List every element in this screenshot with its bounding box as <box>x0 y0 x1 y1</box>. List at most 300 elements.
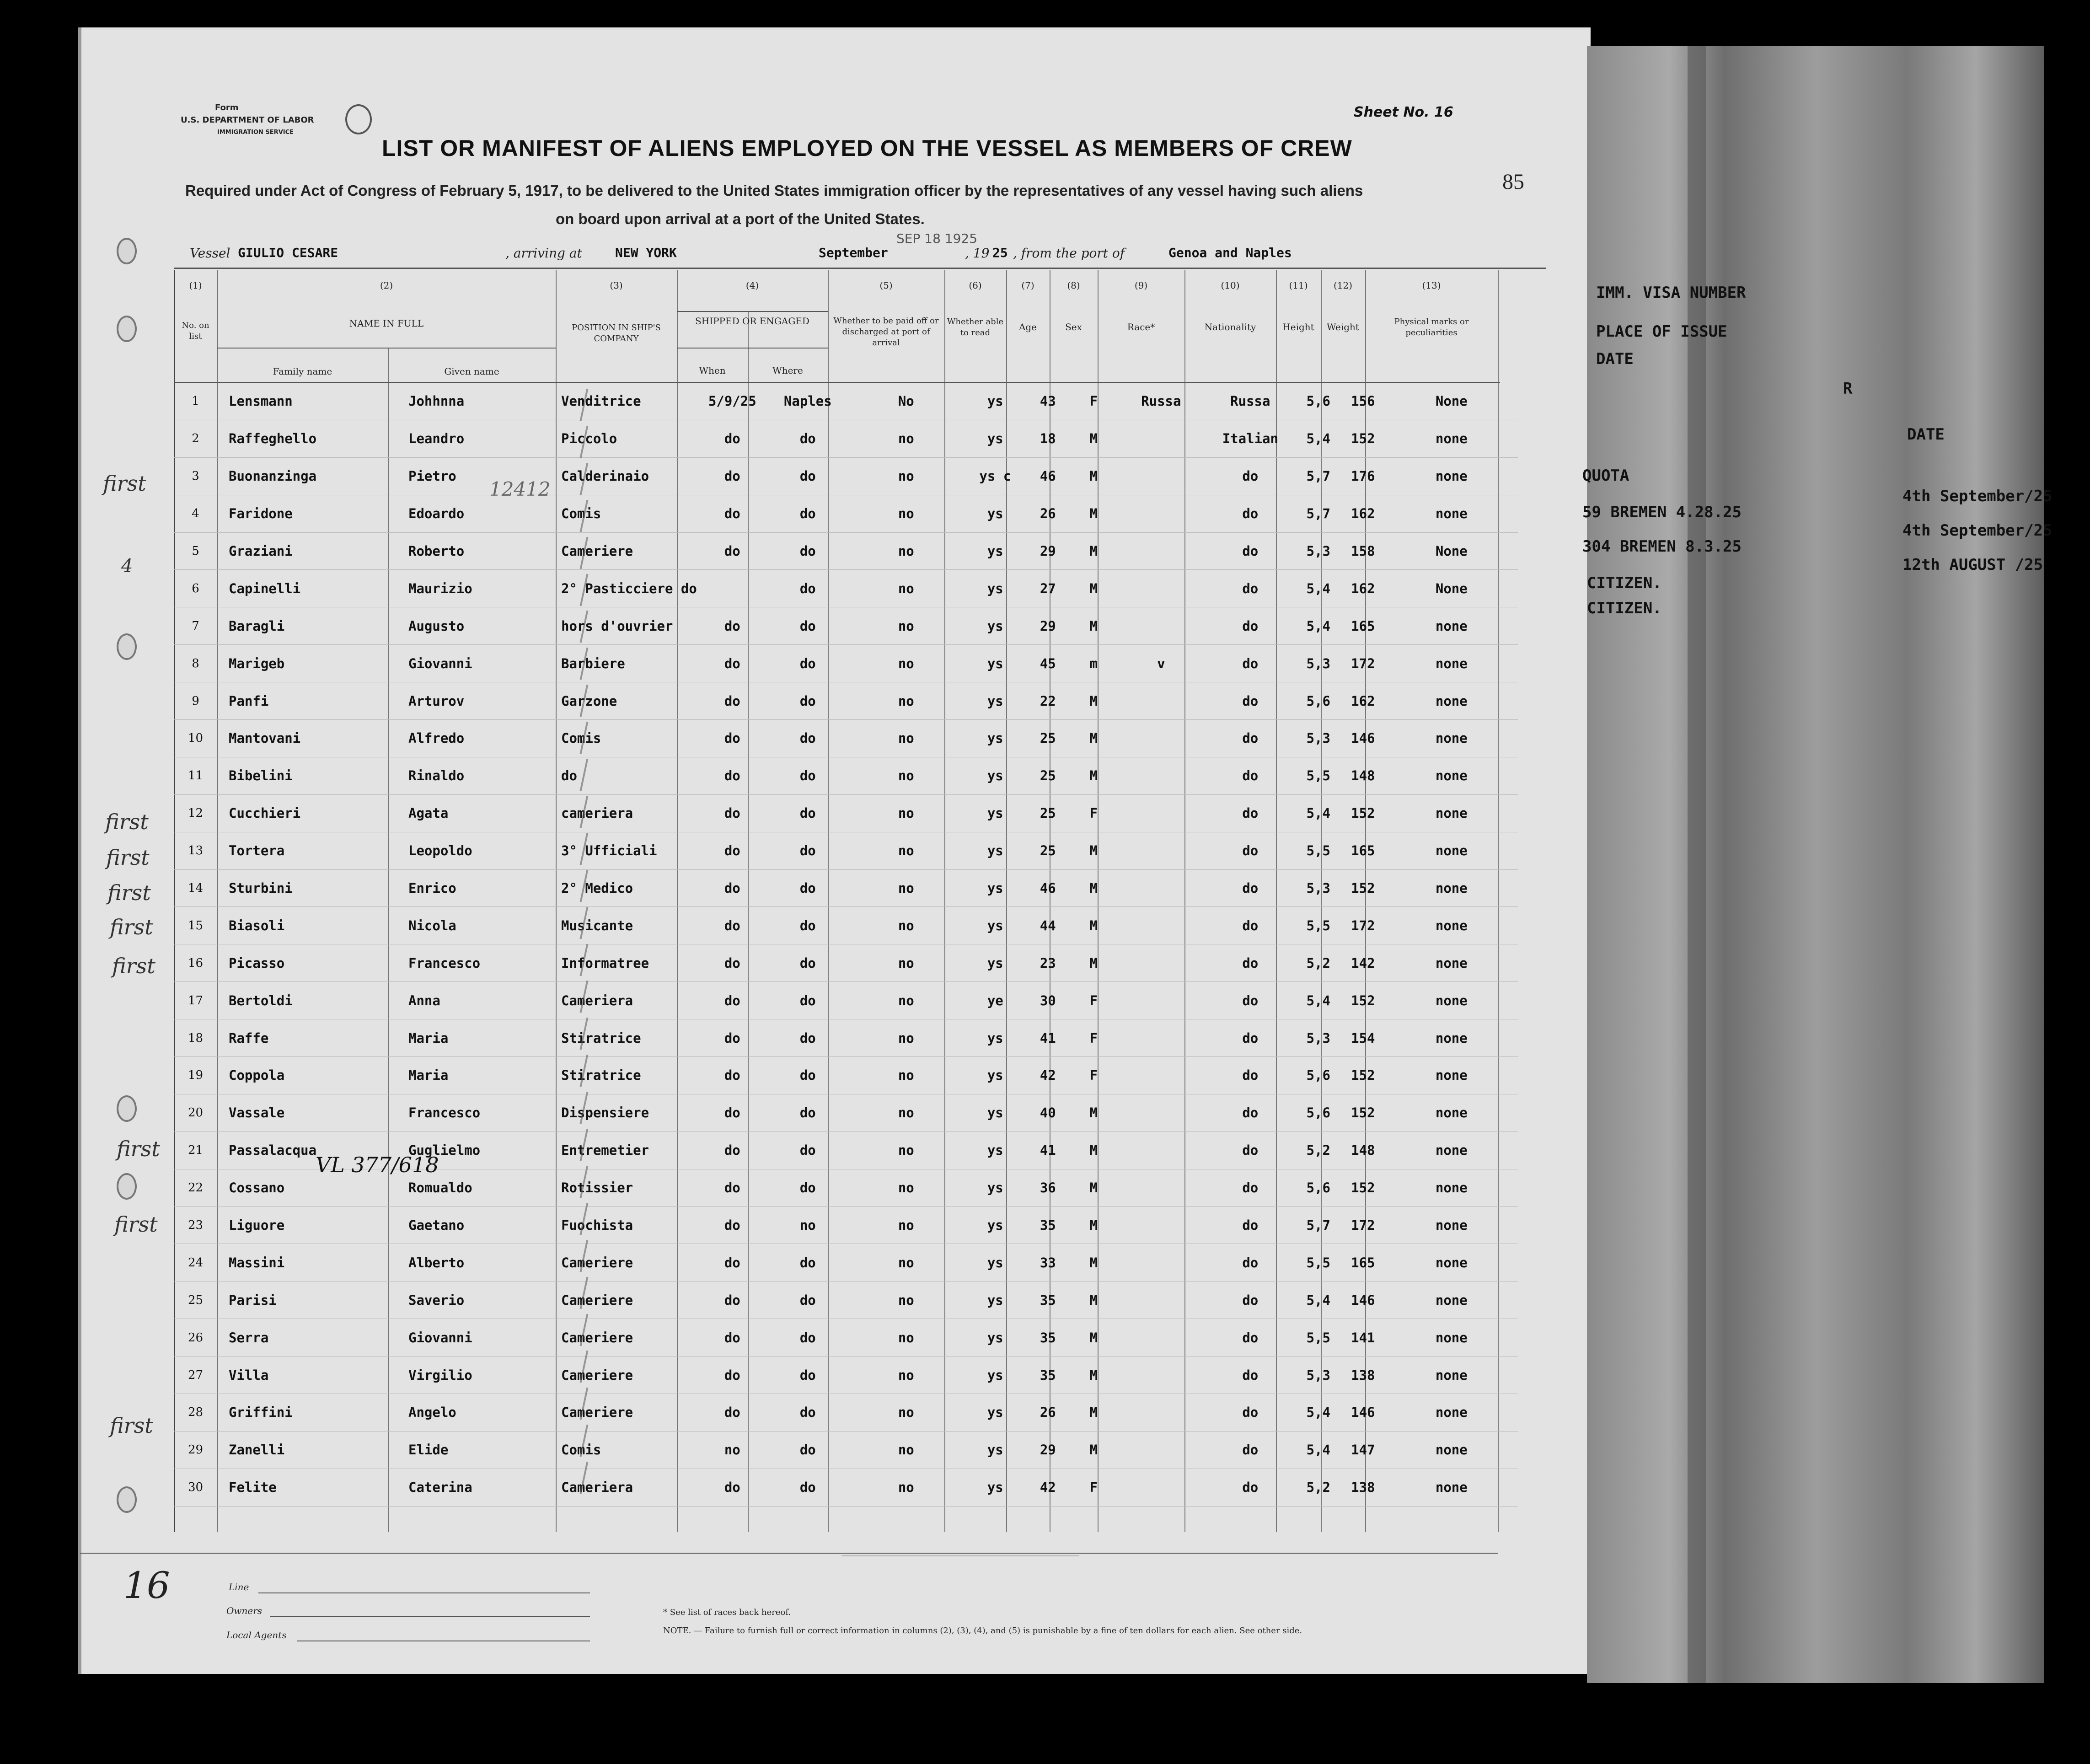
position: 3° Ufficiali <box>561 843 657 859</box>
shipped-where: do <box>799 506 816 522</box>
overlay-line: CITIZEN. <box>1587 599 1662 617</box>
table-row <box>174 383 1518 420</box>
shipped-when: do <box>724 880 740 896</box>
annotation-first: first <box>103 471 146 496</box>
sex: M <box>1089 917 1098 933</box>
race <box>1118 1019 1205 1057</box>
shipped-where: do <box>799 1067 816 1083</box>
weight: 158 <box>1351 543 1375 559</box>
sex: F <box>1089 805 1098 821</box>
arrival-month: September <box>819 245 888 260</box>
rule <box>270 1616 590 1617</box>
race <box>1118 757 1205 794</box>
physical-marks: none <box>1435 618 1468 634</box>
family-name: Raffeghello <box>229 431 317 447</box>
given-name: Arturov <box>408 693 465 709</box>
age: 41 <box>1040 1142 1056 1158</box>
sex: M <box>1089 768 1098 784</box>
shipped-when: do <box>724 955 740 971</box>
sheet-number: 16 <box>1434 104 1453 120</box>
row-number: 17 <box>188 993 204 1008</box>
punch-hole <box>117 238 137 264</box>
table-row <box>174 457 1518 495</box>
from-label: , from the port of <box>1013 246 1125 261</box>
height: 5,4 <box>1306 618 1330 634</box>
overlay-line: R <box>1843 380 1853 398</box>
given-name: Agata <box>408 805 449 821</box>
height: 5,3 <box>1306 1367 1330 1383</box>
age: 22 <box>1040 693 1056 709</box>
nationality: do <box>1242 1142 1259 1158</box>
table-row <box>174 1394 1518 1432</box>
paid-off: no <box>898 580 914 596</box>
paid-off: no <box>898 880 914 896</box>
age: 29 <box>1040 1442 1056 1458</box>
height: 5,4 <box>1306 580 1330 596</box>
annotation-code: VL 377/618 <box>316 1153 439 1177</box>
page-title: LIST OR MANIFEST OF ALIENS EMPLOYED ON THE VESSEL AS MEMBERS OF CREW <box>382 135 1352 161</box>
row-number: 28 <box>188 1405 204 1420</box>
family-name: Graziani <box>229 543 293 559</box>
sex: M <box>1089 1292 1098 1308</box>
row-number: 23 <box>188 1218 204 1233</box>
race <box>1118 1131 1205 1169</box>
rule <box>174 268 1546 269</box>
physical-marks: none <box>1435 768 1468 784</box>
race: v <box>1157 655 1165 671</box>
shipped-when: do <box>724 843 740 859</box>
given-name: Edoardo <box>408 506 465 522</box>
able-to-read: ys <box>987 1217 1003 1233</box>
shipped-where: do <box>799 1292 816 1308</box>
annotation-first: first <box>110 915 153 939</box>
weight: 165 <box>1351 618 1375 634</box>
physical-marks: none <box>1435 655 1468 671</box>
given-name: Roberto <box>408 543 465 559</box>
family-name: Mantovani <box>229 730 301 746</box>
height: 5,3 <box>1306 655 1330 671</box>
paid-off: no <box>898 1067 914 1083</box>
age: 45 <box>1040 655 1056 671</box>
able-to-read: ys <box>987 655 1003 671</box>
shipped-when: do <box>724 1255 740 1271</box>
sex: M <box>1089 880 1098 896</box>
overlay-line: DATE <box>1907 425 1945 444</box>
nationality: do <box>1242 880 1259 896</box>
age: 18 <box>1040 431 1056 447</box>
row-number: 5 <box>192 544 199 558</box>
height: 5,7 <box>1306 506 1330 522</box>
col-header-name: NAME IN FULL <box>349 318 424 329</box>
annotation-first: first <box>117 1137 160 1161</box>
weight: 152 <box>1351 431 1375 447</box>
sex: M <box>1089 1142 1098 1158</box>
race <box>1118 607 1205 645</box>
paid-off: no <box>898 1180 914 1196</box>
physical-marks: none <box>1435 805 1468 821</box>
shipped-where: Naples <box>783 393 832 409</box>
race <box>1118 1206 1205 1244</box>
nationality: do <box>1242 506 1259 522</box>
race <box>1118 1094 1205 1131</box>
physical-marks: none <box>1435 1367 1468 1383</box>
family-name: Liguore <box>229 1217 285 1233</box>
physical-marks: none <box>1435 1292 1468 1308</box>
given-name: Francesco <box>408 1105 481 1121</box>
paid-off: no <box>898 618 914 634</box>
weight: 162 <box>1351 693 1375 709</box>
able-to-read: ys <box>987 1330 1003 1346</box>
race <box>1118 794 1205 832</box>
table-row <box>174 645 1518 682</box>
sex: M <box>1089 843 1098 859</box>
able-to-read: ys <box>987 917 1003 933</box>
position: Cameriera <box>561 992 633 1008</box>
physical-marks: none <box>1435 917 1468 933</box>
col-num: (6) <box>969 280 982 291</box>
weight: 148 <box>1351 768 1375 784</box>
weight: 165 <box>1351 1255 1375 1271</box>
age: 35 <box>1040 1217 1056 1233</box>
page-number: 85 <box>1502 170 1524 194</box>
given-name: Leopoldo <box>408 843 472 859</box>
sex: M <box>1089 431 1098 447</box>
nationality: do <box>1242 1330 1259 1346</box>
nationality: do <box>1242 730 1259 746</box>
position: Stiratrice <box>561 1030 641 1046</box>
position: cameriera <box>561 805 633 821</box>
paid-off: no <box>898 1330 914 1346</box>
paid-off: no <box>898 1030 914 1046</box>
shipped-when: do <box>724 1405 740 1421</box>
overlay-date: 12th AUGUST /25 <box>1902 556 2043 574</box>
races-note: * See list of races back hereof. <box>663 1608 791 1617</box>
table-row <box>174 757 1518 794</box>
physical-marks: none <box>1435 693 1468 709</box>
nationality: do <box>1242 1480 1259 1496</box>
height: 5,5 <box>1306 917 1330 933</box>
height: 5,6 <box>1306 393 1330 409</box>
physical-marks: none <box>1435 1142 1468 1158</box>
nationality: do <box>1242 917 1259 933</box>
table-row <box>174 1057 1518 1094</box>
race <box>1118 1319 1205 1357</box>
table-row <box>174 794 1518 832</box>
shipped-where: do <box>799 1142 816 1158</box>
row-number: 9 <box>192 694 199 708</box>
row-number: 24 <box>188 1255 204 1270</box>
col-header-physical: Physical marks or peculiarities <box>1394 317 1469 338</box>
shipped-when: do <box>724 1142 740 1158</box>
circle-mark <box>345 104 372 134</box>
shipped-where: do <box>799 992 816 1008</box>
height: 5,7 <box>1306 468 1330 484</box>
sex: M <box>1089 1330 1098 1346</box>
paid-off: no <box>898 1142 914 1158</box>
table-row <box>174 1319 1518 1357</box>
shipped-where: do <box>799 917 816 933</box>
paid-off: no <box>898 431 914 447</box>
overlay-line: IMM. VISA NUMBER <box>1596 284 1746 302</box>
row-number: 14 <box>188 881 204 895</box>
given-name: Giovanni <box>408 655 472 671</box>
nationality: do <box>1242 618 1259 634</box>
family-name: Cucchieri <box>229 805 301 821</box>
family-name: Picasso <box>229 955 285 971</box>
position: Comis <box>561 730 601 746</box>
age: 25 <box>1040 843 1056 859</box>
weight: 152 <box>1351 1067 1375 1083</box>
overlay-line: CITIZEN. <box>1587 574 1662 592</box>
height: 5,5 <box>1306 768 1330 784</box>
row-number: 8 <box>192 656 199 670</box>
race <box>1118 944 1205 982</box>
height: 5,5 <box>1306 1255 1330 1271</box>
family-name: Zanelli <box>229 1442 285 1458</box>
shipped-when: do <box>724 655 740 671</box>
family-name: Bibelini <box>229 768 293 784</box>
paid-off: no <box>898 843 914 859</box>
position: Cameriera <box>561 1480 633 1496</box>
height: 5,2 <box>1306 955 1330 971</box>
height: 5,4 <box>1306 992 1330 1008</box>
given-name: Alfredo <box>408 730 465 746</box>
annotation-page: 16 <box>123 1564 170 1607</box>
row-number: 1 <box>192 394 199 408</box>
annotation-margin-number: 4 <box>121 556 133 577</box>
col-num: (8) <box>1067 280 1080 291</box>
penalty-note: NOTE. — Failure to furnish full or correct information in columns (2), (3), (4), and (5) is punishable by a fine of ten dollars for each alien. See other side. <box>663 1626 1302 1635</box>
given-name: Johhnna <box>408 393 465 409</box>
race <box>1118 682 1205 720</box>
physical-marks: none <box>1435 1105 1468 1121</box>
able-to-read: ye <box>987 992 1003 1008</box>
family-name: Griffini <box>229 1405 293 1421</box>
race <box>1118 832 1205 869</box>
height: 5,4 <box>1306 1292 1330 1308</box>
physical-marks: none <box>1435 1480 1468 1496</box>
row-number: 19 <box>188 1068 204 1083</box>
race <box>1118 532 1205 570</box>
family-name: Vassale <box>229 1105 285 1121</box>
able-to-read: ys <box>987 1067 1003 1083</box>
col-header-position: POSITION IN SHIP'S COMPANY <box>572 323 661 343</box>
col-num: (5) <box>879 280 893 291</box>
shipped-where: do <box>799 1367 816 1383</box>
position: Informatree <box>561 955 649 971</box>
shipped-when: do <box>724 1105 740 1121</box>
given-name: Angelo <box>408 1405 456 1421</box>
shipped-where: do <box>799 543 816 559</box>
position: Cameriere <box>561 1292 633 1308</box>
age: 42 <box>1040 1480 1056 1496</box>
shipped-when: do <box>724 1480 740 1496</box>
service-label: IMMIGRATION SERVICE <box>217 129 294 136</box>
given-name: Maria <box>408 1030 449 1046</box>
age: 44 <box>1040 917 1056 933</box>
family-name: Parisi <box>229 1292 277 1308</box>
weight: 148 <box>1351 1142 1375 1158</box>
position: Cameriere <box>561 543 633 559</box>
row-number: 13 <box>188 844 204 858</box>
race <box>1118 720 1205 757</box>
able-to-read: ys <box>987 580 1003 596</box>
given-name: Maria <box>408 1067 449 1083</box>
position: Comis <box>561 1442 601 1458</box>
physical-marks: none <box>1435 843 1468 859</box>
physical-marks: none <box>1435 431 1468 447</box>
age: 35 <box>1040 1330 1056 1346</box>
nationality: do <box>1242 1255 1259 1271</box>
weight: 172 <box>1351 1217 1375 1233</box>
shipped-when: no <box>724 1442 740 1458</box>
nationality: do <box>1242 543 1259 559</box>
weight: 176 <box>1351 468 1375 484</box>
row-number: 2 <box>192 432 199 446</box>
weight: 154 <box>1351 1030 1375 1046</box>
family-name: Felite <box>229 1480 277 1496</box>
row-number: 22 <box>188 1181 204 1195</box>
weight: 165 <box>1351 843 1375 859</box>
rule <box>258 1592 590 1593</box>
age: 46 <box>1040 468 1056 484</box>
weight: 156 <box>1351 393 1375 409</box>
able-to-read: ys <box>987 1367 1003 1383</box>
shipped-when: do <box>724 805 740 821</box>
race <box>1118 1431 1205 1469</box>
col-header-race: Race* <box>1127 322 1155 332</box>
shipped-where: no <box>799 1217 816 1233</box>
position: Fuochista <box>561 1217 633 1233</box>
height: 5,7 <box>1306 1217 1330 1233</box>
shipped-where: do <box>799 805 816 821</box>
given-name: Guglielmo <box>408 1142 481 1158</box>
age: 35 <box>1040 1292 1056 1308</box>
footer-agents-label: Local Agents <box>226 1630 287 1641</box>
sex: M <box>1089 506 1098 522</box>
nationality: do <box>1242 1405 1259 1421</box>
shipped-when: do <box>724 468 740 484</box>
sex: M <box>1089 1405 1098 1421</box>
shipped-when: do <box>724 917 740 933</box>
sex: M <box>1089 1105 1098 1121</box>
paid-off: no <box>898 543 914 559</box>
shipped-where: do <box>799 693 816 709</box>
shipped-where: do <box>799 880 816 896</box>
sex: F <box>1089 393 1098 409</box>
family-name: Serra <box>229 1330 269 1346</box>
from-port: Genoa and Naples <box>1168 245 1292 260</box>
nationality: do <box>1242 768 1259 784</box>
shipped-when: do <box>724 768 740 784</box>
col-header-when: When <box>699 365 726 376</box>
family-name: Cossano <box>229 1180 285 1196</box>
shipped-when <box>697 570 768 607</box>
able-to-read: ys <box>987 1442 1003 1458</box>
table-row <box>174 1281 1518 1319</box>
col-num: (2) <box>380 280 393 291</box>
height: 5,3 <box>1306 880 1330 896</box>
nationality: do <box>1242 955 1259 971</box>
table-row <box>174 570 1518 607</box>
given-name: Leandro <box>408 431 465 447</box>
row-number: 3 <box>192 469 199 483</box>
annotation-code: 12412 <box>489 478 551 500</box>
given-name: Enrico <box>408 880 456 896</box>
given-name: Augusto <box>408 618 465 634</box>
nationality: do <box>1242 805 1259 821</box>
table-row <box>174 1244 1518 1281</box>
weight: 162 <box>1351 580 1375 596</box>
nationality: do <box>1242 468 1259 484</box>
family-name: Villa <box>229 1367 269 1383</box>
given-name: Anna <box>408 992 440 1008</box>
nationality: do <box>1242 1442 1259 1458</box>
table-row <box>174 1094 1518 1131</box>
physical-marks: none <box>1435 955 1468 971</box>
nationality: do <box>1242 1367 1259 1383</box>
shipped-when: do <box>724 1367 740 1383</box>
age: 36 <box>1040 1180 1056 1196</box>
able-to-read: ys <box>987 543 1003 559</box>
overlay-line: QUOTA <box>1582 466 1629 485</box>
date-stamp: SEP 18 1925 <box>896 231 978 246</box>
age: 41 <box>1040 1030 1056 1046</box>
weight: 172 <box>1351 655 1375 671</box>
table-row <box>174 607 1518 645</box>
position: Garzone <box>561 693 617 709</box>
shipped-where: do <box>799 1405 816 1421</box>
position: Cameriere <box>561 1405 633 1421</box>
given-name: Virgilio <box>408 1367 472 1383</box>
shipped-when: do <box>724 506 740 522</box>
arriving-label: , arriving at <box>505 246 582 261</box>
shipped-where: do <box>799 618 816 634</box>
able-to-read: ys <box>987 506 1003 522</box>
age: 25 <box>1040 730 1056 746</box>
weight: 146 <box>1351 730 1375 746</box>
physical-marks: none <box>1435 1067 1468 1083</box>
rule <box>677 311 828 312</box>
row-number: 29 <box>188 1443 204 1457</box>
age: 25 <box>1040 768 1056 784</box>
table-row <box>174 869 1518 907</box>
sex: M <box>1089 618 1098 634</box>
table-row <box>174 420 1518 457</box>
physical-marks: none <box>1435 468 1468 484</box>
family-name: Bertoldi <box>229 992 293 1008</box>
position: Venditrice <box>561 393 641 409</box>
physical-marks: none <box>1435 880 1468 896</box>
age: 46 <box>1040 880 1056 896</box>
family-name: Biasoli <box>229 917 285 933</box>
col-header-where: Where <box>772 365 803 376</box>
paid-off: no <box>898 730 914 746</box>
family-name: Raffe <box>229 1030 269 1046</box>
weight: 147 <box>1351 1442 1375 1458</box>
race: Russa <box>1141 393 1181 409</box>
given-name: Alberto <box>408 1255 465 1271</box>
paid-off: no <box>898 1480 914 1496</box>
weight: 138 <box>1351 1480 1375 1496</box>
subtitle-line-1: Required under Act of Congress of February 5, 1917, to be delivered to the United States immigration officer by the representatives of any vessel having such aliens <box>185 182 1363 199</box>
row-number: 12 <box>188 806 204 820</box>
able-to-read: ys <box>987 1030 1003 1046</box>
paid-off: no <box>898 693 914 709</box>
family-name: Buonanzinga <box>229 468 317 484</box>
table-row <box>174 682 1518 720</box>
height: 5,4 <box>1306 1442 1330 1458</box>
